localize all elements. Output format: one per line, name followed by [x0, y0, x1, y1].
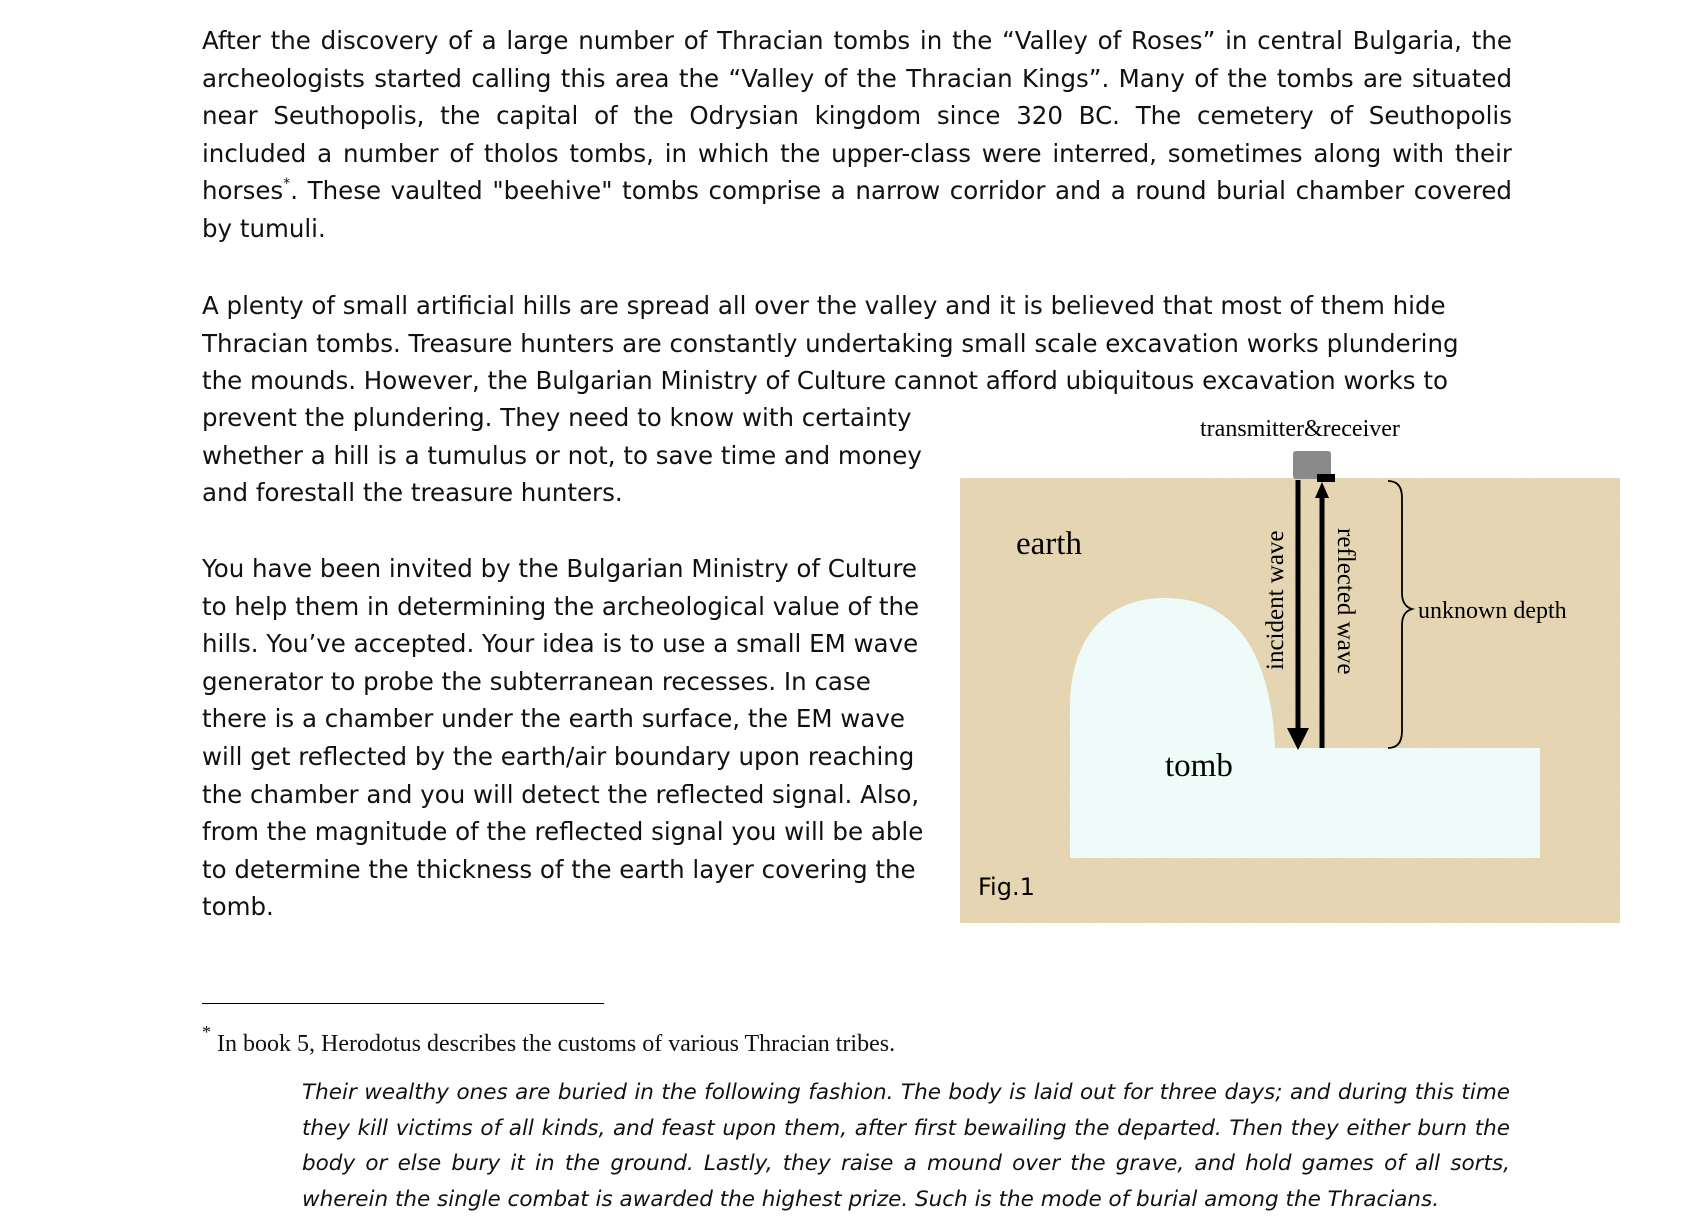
- paragraph-hills-tail: prevent the plundering. They need to know with certainty whether a hill is a tumulus or not, to save time and money and forestall the treasure hunters.: [202, 403, 922, 508]
- paragraph-intro: [202, 22, 1512, 248]
- footnote-text: In book 5, Herodotus describes the customs of various Thracian tribes.: [217, 1031, 896, 1057]
- paragraph-intro-text: After the discovery of a large number of Thracian tombs in the “Valley of Roses” in central Bulgaria, the archeologists started calling this area the “Valley of the Thracian Kings”. Many of the tombs are situated near Seuthopolis, the capital of the Odrysian kingdom since 320 BC. The cemetery of Seuthopolis included a number of tholos tombs, in which the upper-class were interred, sometimes along with their horses: [202, 26, 1512, 206]
- footnote-marker-bottom: *: [202, 1022, 211, 1042]
- paragraph-task: You have been invited by the Bulgarian Ministry of Culture to help them in determining the archeological value of the hills. You’ve accepted. Your idea is to use a small EM wave generator to probe the subterranean recesses. In case there is a chamber under the earth surface, the EM wave will get reflected by the earth/air boundary upon reaching the chamber and you will detect the reflected signal. Also, from the magnitude of the reflected signal you will be able to determine the thickness of the earth layer covering the tomb.: [202, 554, 924, 922]
- footnote: [202, 1022, 896, 1060]
- paragraph-hills: [202, 287, 1512, 400]
- figure-caption: Fig.1: [978, 873, 1035, 901]
- footnote-separator: [202, 1003, 604, 1004]
- paragraph-hills-line: the mounds. However, the Bulgarian Ministry of Culture cannot afford ubiquitous excavation works to: [202, 366, 1448, 396]
- footnote-marker[interactable]: *: [283, 176, 291, 193]
- tomb-label: tomb: [1165, 748, 1233, 784]
- depth-label: unknown depth: [1418, 598, 1567, 624]
- transmitter-label: transmitter&receiver: [1200, 416, 1400, 442]
- reflected-wave-label: reflected wave: [1332, 528, 1359, 675]
- incident-wave-label: incident wave: [1262, 530, 1289, 670]
- earth-label: earth: [1016, 526, 1082, 562]
- paragraph-hills-line: A plenty of small artificial hills are spread all over the valley and it is believed that most of them hide: [202, 291, 1446, 320]
- herodotus-quote: Their wealthy ones are buried in the following fashion. The body is laid out for three days; and during this time they kill victims of all kinds, and feast upon them, after first bewailing the departed. Then they either burn the body or else bury it in the ground. Lastly, they raise a mound over the grave, and hold games of all sorts, wherein the single combat is awarded the highest prize. Such is the mode of burial among the Thracians.: [302, 1080, 1510, 1212]
- paragraph-hills-line: Thracian tombs. Treasure hunters are constantly undertaking small scale excavation works plundering: [202, 328, 1459, 358]
- paragraph-intro-text-end: . These vaulted "beehive" tombs comprise a narrow corridor and a round burial chamber covered by tumuli.: [202, 176, 1512, 243]
- figure-tomb-diagram: [960, 408, 1620, 923]
- receiver-marker: [1317, 474, 1335, 482]
